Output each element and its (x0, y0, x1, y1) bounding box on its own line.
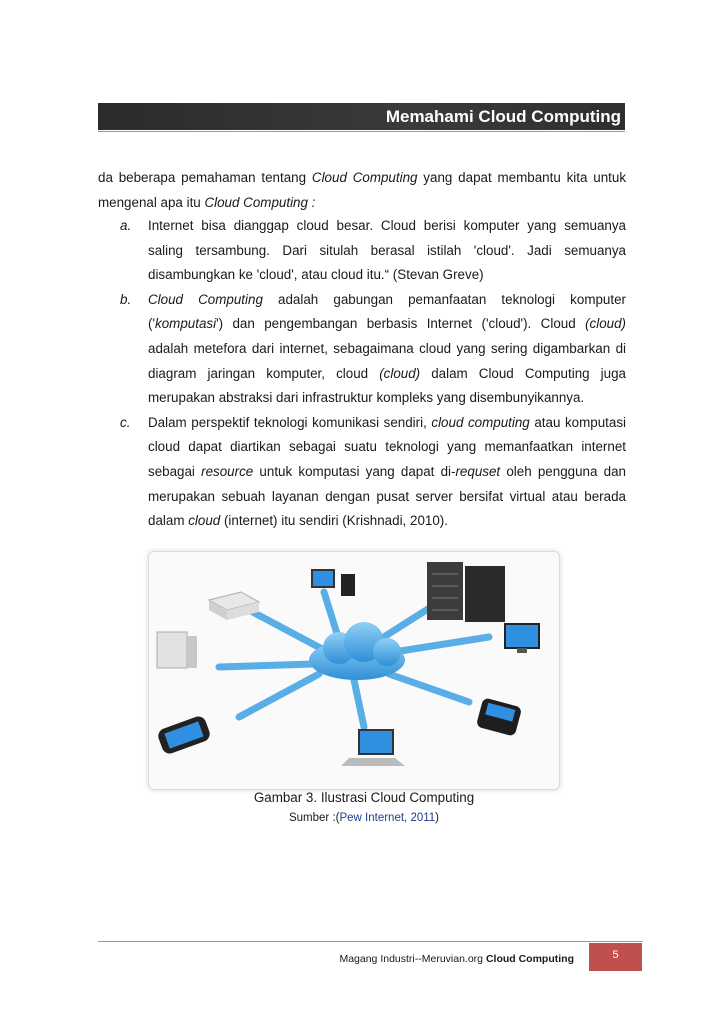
header-bar (98, 103, 625, 130)
list-marker: c. (120, 414, 131, 430)
item-text: adalah gabungan pemanfaatan teknologi komputer (' (148, 291, 626, 332)
item-em: (cloud) (585, 316, 626, 332)
server-rack-icon (427, 562, 505, 622)
list-marker: b. (120, 291, 132, 307)
intro-em-1: Cloud Computing (311, 170, 418, 185)
item-em: (cloud) (379, 365, 421, 381)
network-storage-icon (209, 592, 259, 620)
item-text: Dalam perspektif teknologi komunikasi sendiri, (148, 414, 432, 430)
list-marker: a. (120, 218, 132, 233)
source-prefix: Sumber :( (288, 812, 340, 824)
external-drive-icon (157, 632, 197, 668)
definition-list (120, 214, 626, 534)
desktop-computer-icon (312, 570, 355, 596)
footer-divider (98, 941, 643, 942)
item-em: cloud computing (431, 414, 530, 430)
item-em: cloud (188, 513, 221, 529)
list-item (120, 288, 626, 411)
figure-source (0, 812, 728, 824)
intro-em-2: Cloud Computing : (204, 194, 316, 210)
item-em: resource (201, 463, 254, 479)
page-number-box (589, 943, 642, 971)
page-title: Memahami Cloud Computing (385, 107, 621, 126)
blackberry-phone-icon (476, 697, 522, 736)
source-link[interactable]: Pew Internet, 2011 (339, 812, 436, 824)
intro-paragraph (98, 166, 626, 215)
item-em: Cloud Computing (148, 291, 263, 307)
list-item (120, 411, 626, 534)
cloud-illustration (148, 551, 560, 790)
smartphone-icon (156, 714, 212, 756)
item-text: atau komputasi cloud dapat diartikan sebagai suatu teknologi yang memanfaatkan internet sebagai (148, 414, 626, 479)
monitor-icon (505, 624, 539, 653)
item-text: oleh pengguna dan merupakan sebuah layanan dengan pusat server bersifat virtual atau berada dalam (148, 463, 626, 529)
source-suffix: ) (435, 812, 440, 824)
item-em: requset (455, 463, 501, 479)
item-text: Internet bisa dianggap cloud besar. Cloud berisi komputer yang semuanya saling tersambung. Dari situlah berasal istilah 'cloud'. Jadi semuanya disambungkan ke 'cloud', atau cloud itu.“ (Stevan Greve) (148, 218, 626, 283)
footer-bold-label: Cloud Computing (485, 953, 574, 965)
figure-caption: Gambar 3. Ilustrasi Cloud Computing (253, 790, 475, 805)
item-text: dalam Cloud Computing juga merupakan abstraksi dari infrastruktur kompleks yang disembunyikannya. (148, 365, 626, 406)
page-number: 5 (612, 949, 619, 961)
footer-text (339, 953, 574, 965)
cloud-diagram-svg (149, 552, 559, 789)
intro-text-2: yang dapat membantu kita untuk mengenal apa itu (98, 170, 627, 210)
header-divider (98, 131, 625, 132)
intro-text-1: da beberapa pemahaman tentang (98, 170, 312, 185)
laptop-icon (341, 730, 405, 766)
item-text: ') dan pengembangan berbasis Internet ('cloud'). Cloud (216, 316, 586, 332)
footer-label: Magang Industri--Meruvian.org (339, 953, 486, 965)
item-text: untuk komputasi yang dapat di- (253, 463, 456, 479)
item-text: (internet) itu sendiri (Krishnadi, 2010). (220, 513, 448, 529)
list-item (120, 214, 626, 288)
item-em: komputasi (155, 316, 217, 332)
item-text: adalah metefora dari internet, sebagaimana cloud yang sering digambarkan di diagram jaringan komputer, cloud (148, 340, 626, 381)
